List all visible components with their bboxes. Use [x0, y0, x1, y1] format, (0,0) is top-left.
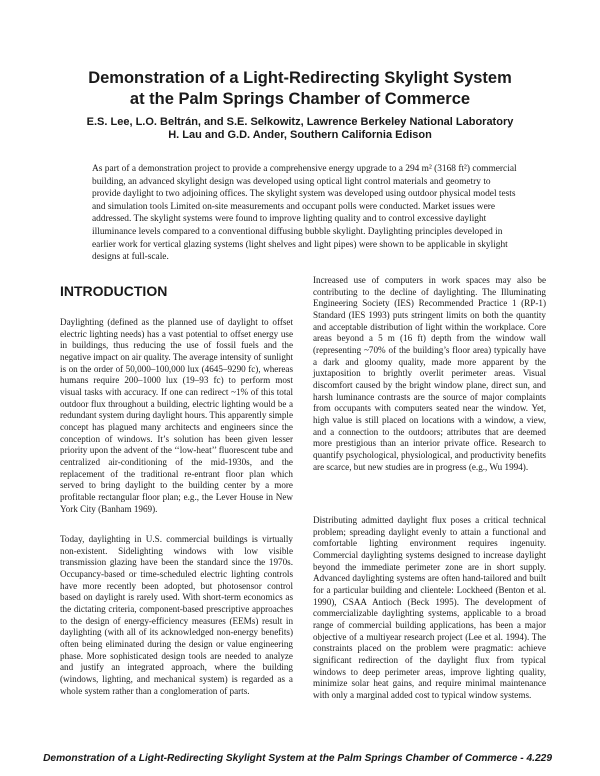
section-heading-introduction: INTRODUCTION [60, 283, 168, 299]
right-column-paragraph-2: Distributing admitted daylight flux poses a critical technical problem; spreading daylight evenly to attain a functional and comfortable lighting environment requires ingenuity. Commercial daylighting systems designed to increase daylight beyond the immediate perimeter zone are in short supply. Advanced daylighting systems are often hand-tailored and built for a particular building and clientele: Lockheed (Benton et al. 1990), CSAA Antioch (Beck 1995). The development of commercializable daylighting systems, applicable to a broad range of commercial building applications, has been a major objective of a multiyear research project (Lee et al. 1994). The constraints placed on the problem were pragmatic: achieve significant redirection of the daylight flux from typical windows to deep perimeter areas, improve lighting quality, minimize solar heat gains, and require minimal maintenance with only a marginal added cost to typical window systems. [313, 515, 546, 700]
title-line-1: Demonstration of a Light-Redirecting Skylight System [88, 69, 512, 87]
authors-line-1: E.S. Lee, L.O. Beltrán, and S.E. Selkowitz, Lawrence Berkeley National Laboratory [86, 116, 514, 128]
left-column-paragraph-1: Daylighting (defined as the planned use of daylight to offset electric lighting needs) has a vast potential to offset energy use in buildings, thus reducing the use of fossil fuels and the negative impact on air quality. The average intensity of sunlight is on the order of 50,000–100,000 lux (4645–9290 fc), whereas humans require 200–1000 lux (19–93 fc) to perform most visual tasks with accuracy. If one can redirect ~1% of this total outdoor flux throughout a building, electric lighting would be a redundant system during daylight hours. This apparently simple concept has plagued many architects and engineers since the conception of windows. It’s solution has been given lesser priority upon the advent of the ‘‘low-heat’’ fluorescent tube and centralized air-conditioning of the mid-1930s, and the replacement of the traditional re-entrant floor plan which served to bring daylight to the building center by a more profitable rectangular floor plan; e.g., the Lever House in New York City (Banham 1969). [60, 317, 293, 514]
page-footer: Demonstration of a Light-Redirecting Skylight System at the Palm Springs Chamber of Commerce - 4.229 [43, 753, 552, 764]
author-block [40, 116, 560, 142]
right-column-paragraph-1: Increased use of computers in work spaces may also be contributing to the decline of daylighting. The Illuminating Engineering Society (IES) Recommended Practice 1 (RP-1) Standard (IES 1993) puts stringent limits on both the quantity and acceptable distribution of light within the workplace. Core areas beyond a 5 m (16 ft) depth from the window wall (representing ~70% of the building’s floor area) typically have a dark and gloomy quality, made more apparent by the juxtaposition to brightly overlit perimeter areas. Visual discomfort caused by the bright window plane, direct sun, and harsh luminance contrasts are the source of major complaints from occupants with computers seated near the window. Yet, high value is still placed on locations with a window, a view, and a connection to the outdoors; attributes that are deemed more prestigious than an interior private office. Research to quantify psychological, physiological, and productivity benefits are scarce, but new studies are in progress (e.g., Wu 1994). [313, 275, 546, 472]
title-line-2: at the Palm Springs Chamber of Commerce [129, 90, 471, 108]
abstract: As part of a demonstration project to provide a comprehensive energy upgrade to a 294 m² (3168 ft²) commercial building, an advanced skylight design was developed using optical light control materials and geometry to provide daylight to two adjoining offices. The skylight system was developed using outdoor physical model tests and simulation tools Limited on-site measurements and occupant polls were conducted. Market issues were addressed. The skylight systems were found to improve lighting quality and to control excessive daylight illuminance levels compared to a conventional diffusing bubble skylight. Daylighting principles developed in earlier work for vertical glazing systems (light shelves and light pipes) were shown to be applicable in skylight designs at full-scale. [92, 164, 517, 263]
paper-title [40, 68, 560, 110]
left-column-paragraph-2: Today, daylighting in U.S. commercial buildings is virtually non-existent. Sidelighting windows with low visible transmission glazing have been the standard since the 1970s. Occupancy-based or time-scheduled electric lighting controls have more recently been adopted, but photosensor control based on daylight is rarely used. With short-term economics as the dictating criteria, component-based prescriptive approaches to the design of energy-efficiency measures (EEMs) result in daylighting (with all of its acknowledged non-energy benefits) often being eliminated during the design or value engineering phase. More sophisticated design tools are needed to analyze and justify an integrated approach, where the building (windows, lighting, and mechanical system) is regarded as a whole system rather than a conglomeration of parts. [60, 534, 293, 696]
authors-line-2: H. Lau and G.D. Ander, Southern California Edison [168, 129, 432, 141]
